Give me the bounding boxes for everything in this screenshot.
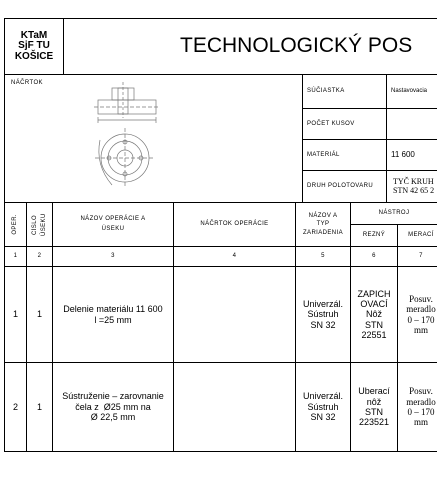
- row1-nazov: Delenie materiálu 11 600 l =25 mm: [63, 304, 163, 325]
- colhead-nazov-operacie: NÁZOV OPERÁCIE A ÚSEKU: [80, 215, 146, 232]
- info-value-druh-polotovaru: TYČ KRUH STN 42 65 2: [393, 176, 435, 195]
- colhead-nacrtok-operacie: NÁČRTOK OPERÁCIE: [200, 221, 269, 228]
- row1-meraci: Posuv. meradlo 0 – 170 mm: [406, 293, 436, 335]
- row1-nacrtok: [174, 267, 295, 362]
- info-label-druh-polotovaru: DRUH POLOTOVARU: [307, 183, 374, 189]
- row1-zariadenie: Univerzál. Sústruh SN 32: [302, 298, 343, 330]
- org-line-2: SjF TU: [18, 40, 50, 52]
- row1-oper: 1: [12, 309, 18, 320]
- colnum-4: 4: [232, 253, 237, 260]
- row2-nazov: Sústruženie – zarovnanie čela z Ø25 mm na Ø 22,5 mm: [62, 391, 164, 423]
- info-value-pocet-kusov: [387, 109, 437, 139]
- info-label-suciastka: SÚČIASTKA: [307, 88, 345, 95]
- row2-usek: 1: [36, 401, 42, 412]
- info-label-pocet-kusov: POČET KUSOV: [307, 120, 355, 127]
- row2-meraci: Posuv. meradlo 0 – 170 mm: [406, 386, 436, 428]
- document-title: TECHNOLOGICKÝ POS: [180, 34, 413, 58]
- colhead-rezny: REZNÝ: [362, 232, 386, 239]
- info-value-material: 11 600: [391, 150, 415, 160]
- line-bottom: [4, 451, 437, 452]
- row2-zariadenie: Univerzál. Sústruh SN 32: [302, 391, 343, 423]
- row1-usek: 1: [36, 309, 42, 320]
- colhead-nazov-zariadenia: NÁZOV A TYP ZARIADENIA: [302, 212, 343, 236]
- org-block: [5, 19, 63, 74]
- colnum-1: 1: [13, 253, 18, 260]
- info-label-material: MATERIÁL: [307, 151, 340, 158]
- part-sketch: [90, 80, 170, 195]
- colhead-nastroj: NÁSTROJ: [378, 210, 410, 217]
- row2-nacrtok: [174, 363, 295, 451]
- colhead-cislo-useku: ČÍSLO ÚSEKU: [31, 213, 47, 236]
- info-value-suciastka: Nastavovacia: [391, 88, 428, 95]
- colhead-meraci: MERACÍ: [408, 232, 434, 239]
- row2-rezny: Uberací nôž STN 223521: [358, 386, 390, 428]
- colnum-2: 2: [37, 253, 42, 260]
- line-org-right: [63, 18, 64, 75]
- colnum-7: 7: [419, 253, 423, 260]
- row1-rezny: ZAPICH OVACÍ Nôž STN 22551: [357, 288, 391, 341]
- sketch-label: NÁČRTOK: [11, 80, 43, 86]
- org-line-3: KOŠICE: [14, 50, 54, 62]
- org-line-1: KTaM: [20, 29, 48, 41]
- row2-oper: 2: [12, 401, 18, 412]
- colnum-6: 6: [372, 253, 376, 260]
- colnum-5: 5: [321, 253, 325, 260]
- colnum-3: 3: [111, 253, 115, 260]
- colhead-oper: OPER.: [12, 214, 19, 235]
